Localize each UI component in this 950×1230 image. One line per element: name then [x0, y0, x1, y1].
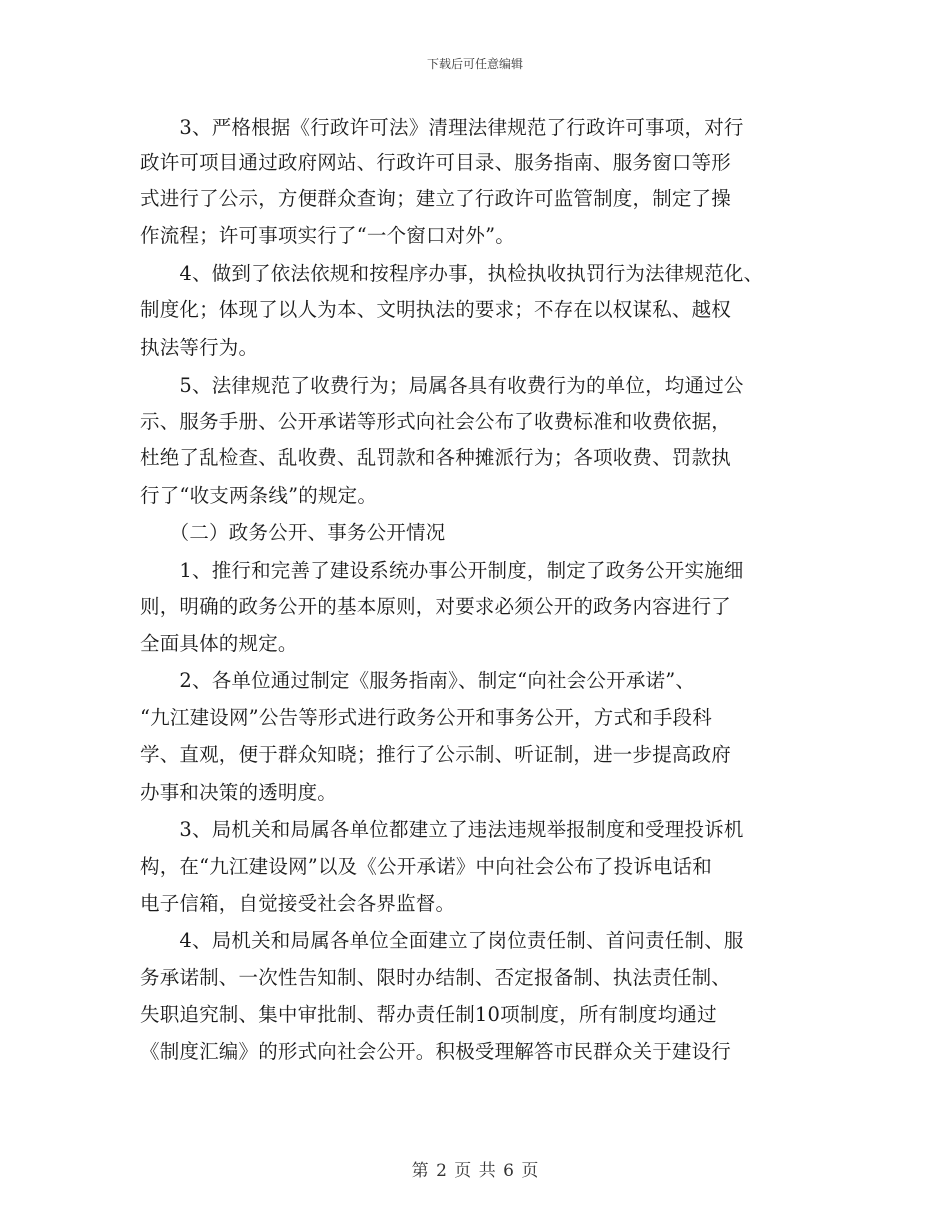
body-line: 学、直观，便于群众知晓；推行了公示制、听证制，进一步提高政府	[140, 743, 732, 766]
body-line: 式进行了公示，方便群众查询；建立了行政许可监管制度，制定了操	[140, 187, 732, 210]
body-line: 政许可项目通过政府网站、行政许可目录、服务指南、服务窗口等形	[140, 151, 732, 174]
body-line: 3、局机关和局属各单位都建立了违法违规举报制度和受理投诉机	[140, 818, 744, 841]
body-line: 执法等行为。	[140, 336, 259, 359]
body-line: 5、法律规范了收费行为；局属各具有收费行为的单位，均通过公	[140, 374, 744, 397]
body-line: 3、严格根据《行政许可法》清理法律规范了行政许可事项，对行	[140, 116, 744, 139]
page-number: 第 2 页 共 6 页	[411, 1161, 539, 1181]
body-line: 则，明确的政务公开的基本原则，对要求必须公开的政务内容进行了	[140, 595, 732, 618]
body-line: 全面具体的规定。	[140, 632, 298, 655]
body-line: 办事和决策的透明度。	[140, 781, 338, 804]
body-line: 作流程；许可事项实行了“一个窗口对外”。	[140, 224, 515, 247]
body-line: 示、服务手册、公开承诺等形式向社会公布了收费标准和收费依据，	[140, 410, 732, 433]
body-line: 务承诺制、一次性告知制、限时办结制、否定报备制、执法责任制、	[140, 966, 732, 989]
body-line: 失职追究制、集中审批制、帮办责任制10项制度，所有制度均通过	[140, 1003, 717, 1026]
body-line: 1、推行和完善了建设系统办事公开制度，制定了政务公开实施细	[140, 559, 744, 582]
section-heading: （二）政务公开、事务公开情况	[140, 521, 446, 544]
page-header: 下载后可任意编辑	[426, 57, 523, 71]
body-line: “九江建设网”公告等形式进行政务公开和事务公开，方式和手段科	[140, 706, 712, 729]
body-line: 杜绝了乱检查、乱收费、乱罚款和各种摊派行为；各项收费、罚款执	[140, 446, 732, 469]
body-line: 《制度汇编》的形式向社会公开。积极受理解答市民群众关于建设行	[140, 1040, 732, 1063]
body-line: 4、局机关和局属各单位全面建立了岗位责任制、首问责任制、服	[140, 929, 744, 952]
body-line: 构，在“九江建设网”以及《公开承诺》中向社会公布了投诉电话和	[140, 855, 712, 878]
body-line: 4、做到了依法依规和按程序办事，执检执收执罚行为法律规范化、	[140, 262, 764, 285]
body-line: 电子信箱，自觉接受社会各界监督。	[140, 892, 456, 915]
body-line: 行了“收支两条线”的规定。	[140, 484, 378, 507]
body-line: 2、各单位通过制定《服务指南》、制定“向社会公开承诺”、	[140, 669, 696, 692]
body-line: 制度化；体现了以人为本、文明执法的要求；不存在以权谋私、越权	[140, 298, 732, 321]
